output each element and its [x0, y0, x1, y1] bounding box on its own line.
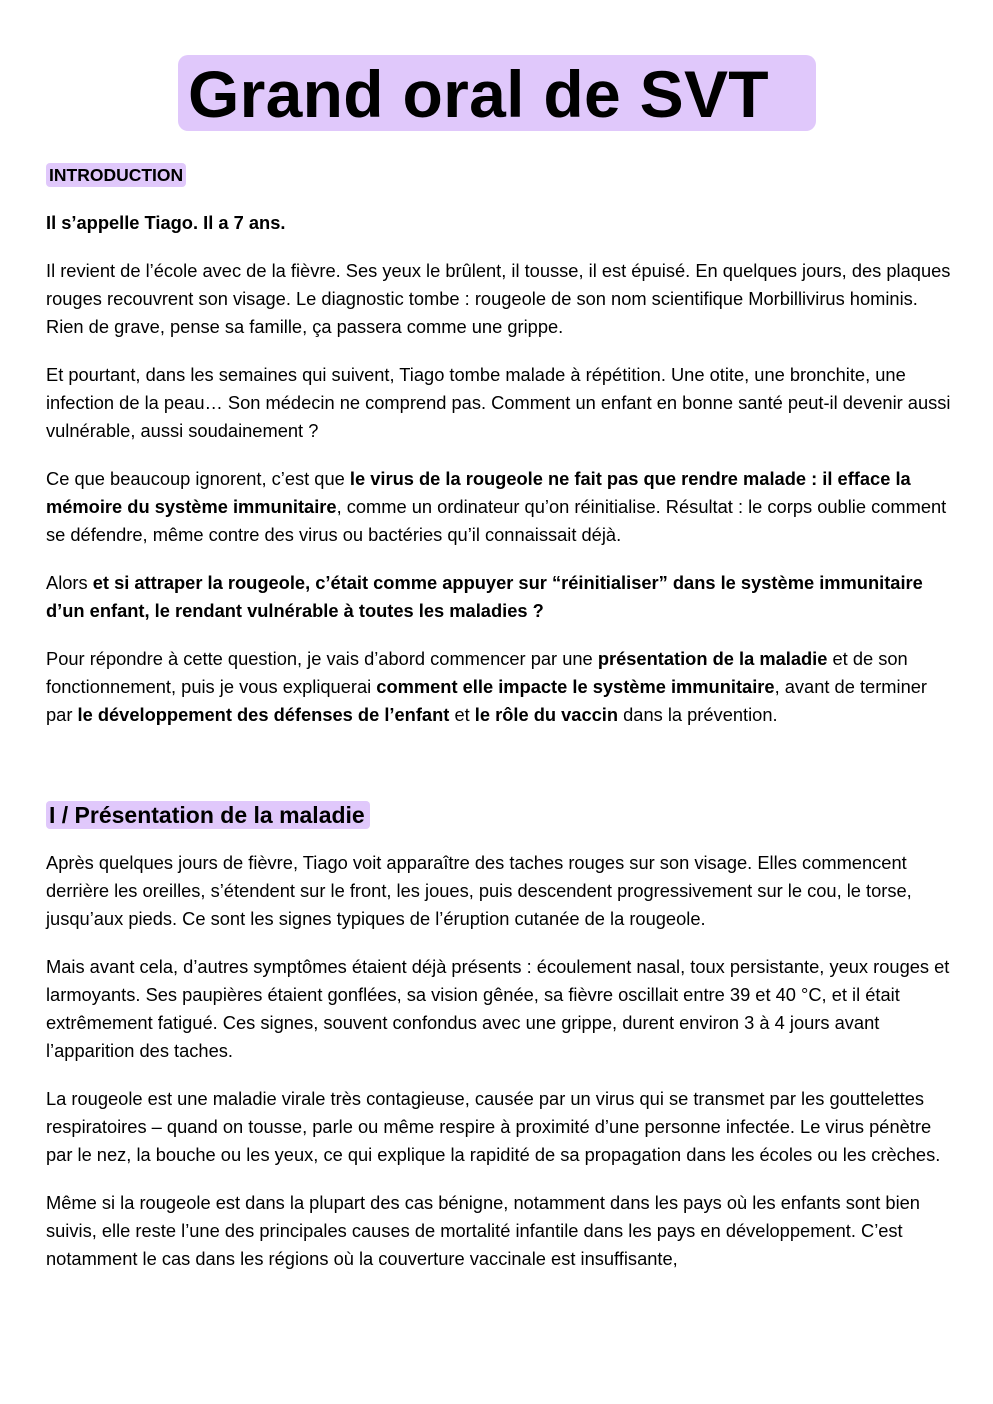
intro-lead-text: Il s’appelle Tiago. Il a 7 ans. [46, 212, 286, 233]
intro-p4-bold: et si attraper la rougeole, c’était comme appuyer sur “réinitialiser” dans le système immunitaire d’un enfant, le rendant vulnérable à toutes les maladies ? [46, 572, 923, 621]
intro-p5-text-g: et [449, 704, 475, 725]
intro-lead [46, 209, 951, 237]
intro-plan [46, 645, 951, 729]
section-1-paragraph-4: Même si la rougeole est dans la plupart des cas bénigne, notamment dans les pays où les enfants sont bien suivis, elle reste l’une des principales causes de mortalité infantile dans les pays en développement. C’est notamment le cas dans les régions où la couverture vaccinale est insuffisante, [46, 1192, 920, 1269]
intro-p3-text-a: Ce que beaucoup ignorent, c’est que [46, 468, 350, 489]
intro-p5-bold-d: comment elle impacte le système immunitaire [376, 676, 775, 697]
document-body [46, 160, 951, 1293]
intro-problematic [46, 569, 951, 625]
section-1-paragraph-3: La rougeole est une maladie virale très contagieuse, causée par un virus qui se transmet par les gouttelettes respiratoires – quand on tousse, parle ou même respire à proximité d’une personne infectée. Le virus pénètre par le nez, la bouche ou les yeux, ce qui explique la rapidité de sa propagation dans les écoles ou les crèches. [46, 1088, 941, 1165]
section-1-heading: I / Présentation de la maladie [46, 801, 370, 829]
intro-paragraph-1: Il revient de l’école avec de la fièvre. Ses yeux le brûlent, il tousse, il est épuisé. En quelques jours, des plaques rouges recouvrent son visage. Le diagnostic tombe : rougeole de son nom scientifique Morbillivirus hominis. Rien de grave, pense sa famille, ça passera comme une grippe. [46, 260, 951, 337]
intro-paragraph-2: Et pourtant, dans les semaines qui suivent, Tiago tombe malade à répétition. Une otite, une bronchite, une infection de la peau… Son médecin ne comprend pas. Comment un enfant en bonne santé peut-il devenir aussi vulnérable, aussi soudainement ? [46, 364, 951, 441]
intro-paragraph-3 [46, 465, 951, 549]
section-1 [46, 749, 951, 1273]
section-1-paragraph-1: Après quelques jours de fièvre, Tiago voit apparaître des taches rouges sur son visage. Elles commencent derrière les oreilles, s’étendent sur le front, les joues, puis descendent progressivement sur le cou, le torse, jusqu’aux pieds. Ce sont les signes typiques de l’éruption cutanée de la rougeole. [46, 852, 912, 929]
intro-p4-text-a: Alors [46, 572, 93, 593]
intro-section [46, 160, 951, 729]
intro-p5-text-e: , avant de terminer par [46, 676, 927, 725]
intro-p5-text-i: dans la prévention. [618, 704, 778, 725]
intro-p5-bold-f: le développement des défenses de l’enfant [77, 704, 450, 725]
intro-p3-text-c: , comme un ordinateur qu’on réinitialise. Résultat : le corps oublie comment se défendre, même contre des virus ou bactéries qu’il connaissait déjà. [46, 496, 947, 545]
section-1-paragraph-2: Mais avant cela, d’autres symptômes étaient déjà présents : écoulement nasal, toux persistante, yeux rouges et larmoyants. Ses paupières étaient gonflées, sa vision gênée, sa fièvre oscillait entre 39 et 40 °C, et il était extrêmement fatigué. Ces signes, souvent confondus avec une grippe, durent environ 3 à 4 jours avant l’apparition des taches. [46, 956, 950, 1061]
intro-p5-text-a: Pour répondre à cette question, je vais d’abord commencer par une [46, 648, 598, 669]
intro-p5-text-c: et de son fonctionnement, puis je vous expliquerai [46, 648, 908, 697]
intro-p3-bold: le virus de la rougeole ne fait pas que rendre malade : il efface la mémoire du système immunitaire [46, 468, 911, 517]
intro-heading: INTRODUCTION [46, 163, 186, 187]
page-title: Grand oral de SVT [188, 57, 769, 131]
intro-p5-bold-h: le rôle du vaccin [474, 704, 619, 725]
intro-p5-bold-b: présentation de la maladie [597, 648, 828, 669]
